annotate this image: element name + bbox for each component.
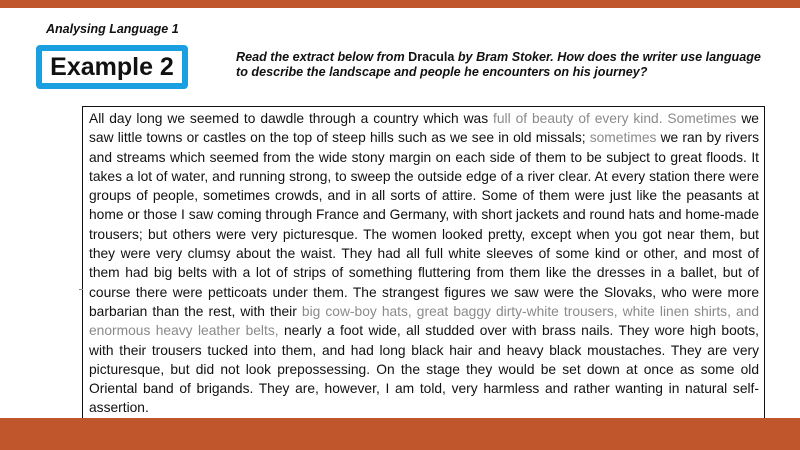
- extract-segment-3: we saw little towns or castles on the top of steep hills such as we see in old missals;: [89, 111, 759, 146]
- margin-rule: [79, 289, 83, 290]
- extract-segment-1: All day long we seemed to dawdle through a country which was: [89, 111, 494, 126]
- extract-highlight-1: full of beauty of every kind. Sometimes: [493, 111, 737, 126]
- example-label-box: [36, 45, 188, 89]
- extract-segment-7: nearly a foot wide, all studded over with brass nails. They wore high boots, with their trousers tucked into them, and had long black hair and heavy black moustaches. They are very picturesque, but did not look prepossessing. On the stage they would be set down at once as some old Oriental band of brigands. They are, however, I am told, very harmless and rather wanting in natural self-assertion.: [89, 323, 759, 416]
- question-author: Bram Stoker: [476, 50, 551, 64]
- bottom-band: [0, 418, 800, 450]
- section-heading: Analysing Language 1: [46, 22, 179, 36]
- extract-highlight-2: sometimes: [589, 130, 657, 146]
- extract-text-box: [82, 106, 765, 427]
- question-text: [236, 50, 766, 80]
- extract-segment-5: we ran by rivers and streams which seemed from the wide stony margin on each side of them to be subject to great floods. It takes a lot of water, and running strong, to sweep the outside edge of a river clear. At every station there were groups of people, sometimes crowds, and in all sorts of attire. Some of them were just like the peasants at home or those I saw coming through France and Germany, with short jackets and round hats and home-made trousers; but others were very picturesque. The women looked pretty, except when you got near them, but they were very clumsy about the waist. They had all full white sleeves of some kind or other, and most of them had big belts with a lot of strips of something fluttering from them like the dresses in a ballet, but of course there were petticoats under them. The strangest figures we saw were the Slovaks, who were more barbarian than the rest, with their: [89, 130, 760, 319]
- slide: [0, 8, 800, 418]
- example-label: Example 2: [50, 52, 174, 81]
- extract-highlight-3: big cow-boy hats, great baggy dirty-white trousers, white linen shirts, and enormous heavy leather belts,: [89, 303, 759, 339]
- question-book-title: Dracula: [408, 50, 455, 64]
- question-part-3: by: [454, 50, 477, 64]
- question-part-5: . How does the writer use language to describe the landscape and people he encounters on his journey?: [236, 50, 761, 79]
- question-part-1: Read the extract below from: [236, 50, 409, 64]
